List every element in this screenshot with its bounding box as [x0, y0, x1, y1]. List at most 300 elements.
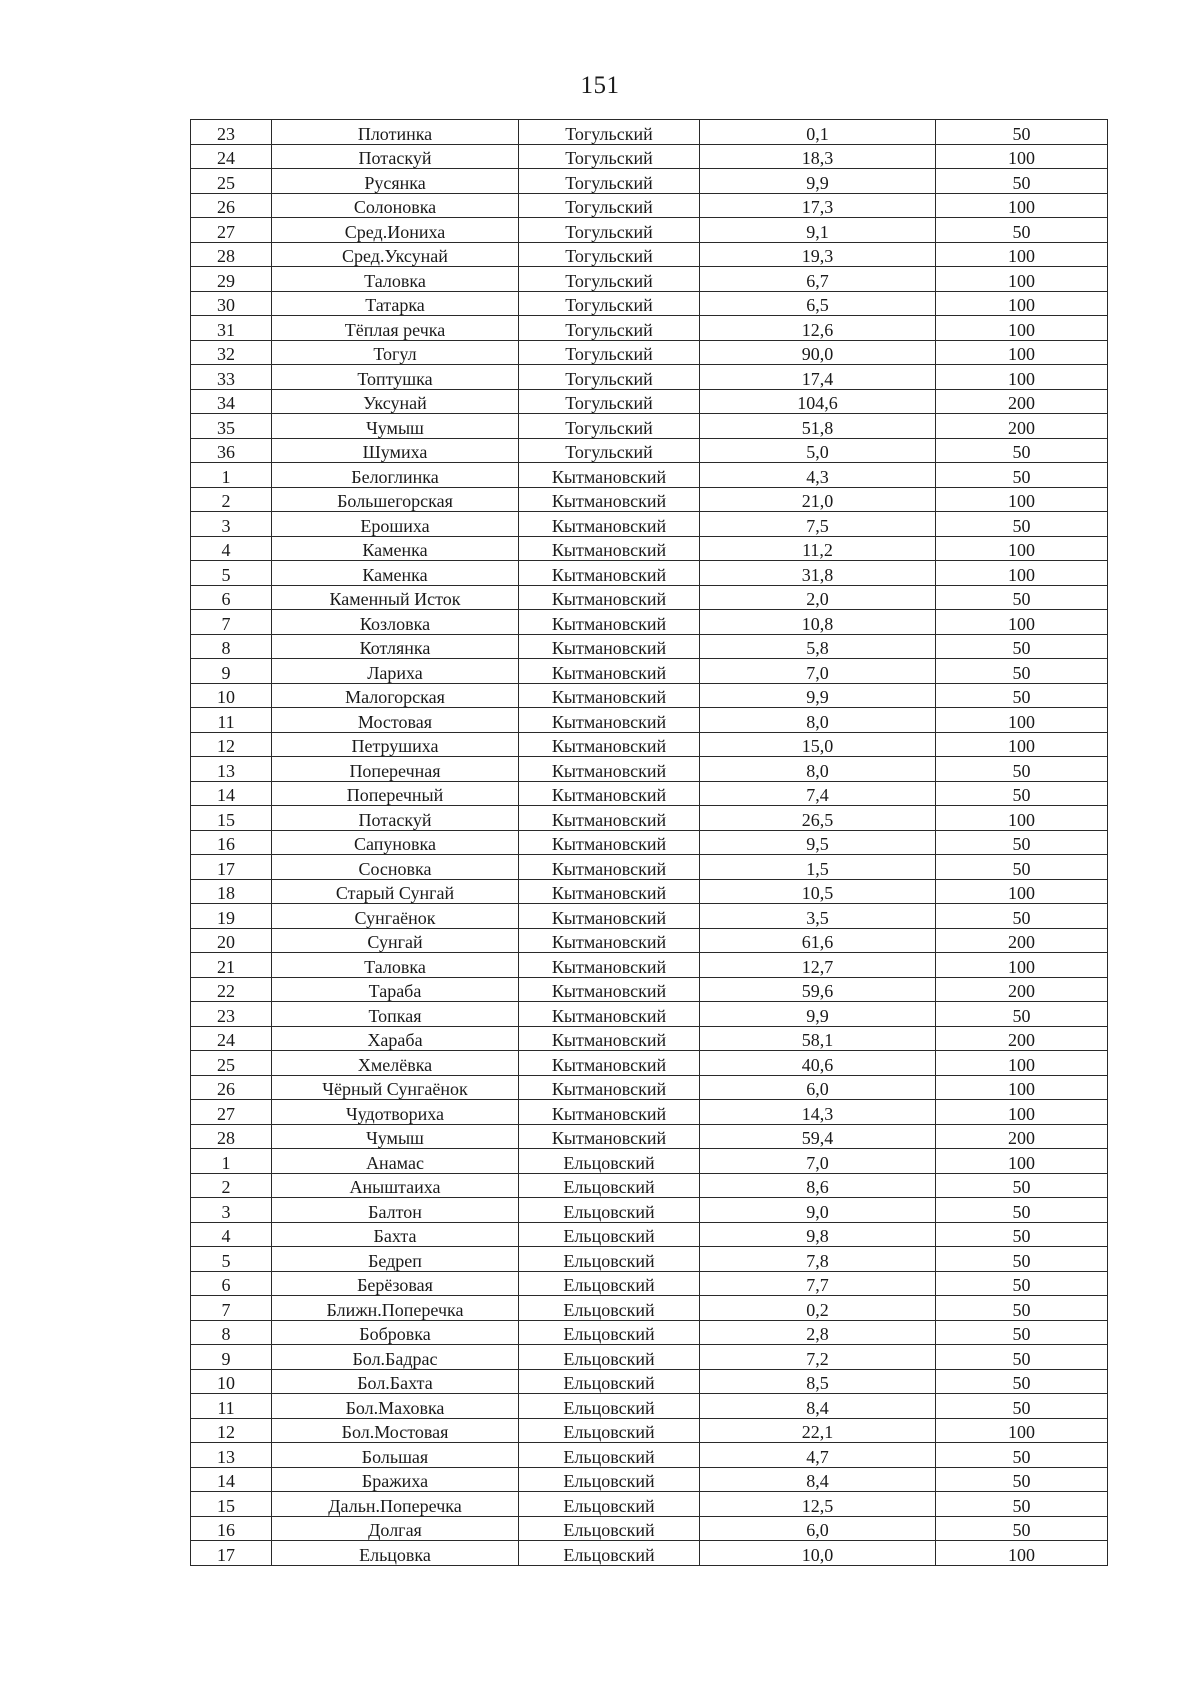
zone-width-cell: 100 — [936, 1418, 1108, 1443]
river-name-cell: Потаскуй — [272, 806, 519, 831]
table-row — [191, 977, 1108, 1002]
river-name-cell: Козловка — [272, 610, 519, 635]
length-cell: 12,6 — [700, 316, 936, 341]
length-cell: 6,0 — [700, 1516, 936, 1541]
row-number-cell: 25 — [191, 169, 272, 194]
river-name-cell: Русянка — [272, 169, 519, 194]
river-name-cell: Шумиха — [272, 438, 519, 463]
district-cell: Ельцовский — [519, 1516, 700, 1541]
row-number-cell: 14 — [191, 781, 272, 806]
river-name-cell: Бобровка — [272, 1320, 519, 1345]
row-number-cell: 15 — [191, 806, 272, 831]
length-cell: 59,6 — [700, 977, 936, 1002]
zone-width-cell: 50 — [936, 218, 1108, 243]
river-name-cell: Сосновка — [272, 855, 519, 880]
row-number-cell: 34 — [191, 389, 272, 414]
length-cell: 7,5 — [700, 512, 936, 537]
length-cell: 2,8 — [700, 1320, 936, 1345]
district-cell: Тогульский — [519, 291, 700, 316]
length-cell: 7,0 — [700, 659, 936, 684]
district-cell: Кытмановский — [519, 561, 700, 586]
row-number-cell: 27 — [191, 1100, 272, 1125]
length-cell: 104,6 — [700, 389, 936, 414]
district-cell: Кытмановский — [519, 977, 700, 1002]
table-row — [191, 340, 1108, 365]
district-cell: Ельцовский — [519, 1271, 700, 1296]
table-row — [191, 561, 1108, 586]
table-row — [191, 414, 1108, 439]
zone-width-cell: 100 — [936, 193, 1108, 218]
table-row — [191, 1443, 1108, 1468]
district-cell: Кытмановский — [519, 1075, 700, 1100]
row-number-cell: 29 — [191, 267, 272, 292]
table-row — [191, 389, 1108, 414]
table-row — [191, 1516, 1108, 1541]
row-number-cell: 5 — [191, 561, 272, 586]
district-cell: Ельцовский — [519, 1296, 700, 1321]
zone-width-cell: 100 — [936, 1100, 1108, 1125]
length-cell: 8,4 — [700, 1394, 936, 1419]
river-name-cell: Сред.Уксунай — [272, 242, 519, 267]
river-name-cell: Потаскуй — [272, 144, 519, 169]
row-number-cell: 5 — [191, 1247, 272, 1272]
row-number-cell: 3 — [191, 1198, 272, 1223]
district-cell: Ельцовский — [519, 1541, 700, 1566]
district-cell: Ельцовский — [519, 1320, 700, 1345]
district-cell: Кытмановский — [519, 634, 700, 659]
district-cell: Кытмановский — [519, 1026, 700, 1051]
zone-width-cell: 100 — [936, 732, 1108, 757]
district-cell: Кытмановский — [519, 683, 700, 708]
row-number-cell: 17 — [191, 1541, 272, 1566]
district-cell: Тогульский — [519, 144, 700, 169]
table-row — [191, 659, 1108, 684]
table-row — [191, 806, 1108, 831]
zone-width-cell: 50 — [936, 1467, 1108, 1492]
river-name-cell: Ближн.Поперечка — [272, 1296, 519, 1321]
river-name-cell: Ельцовка — [272, 1541, 519, 1566]
length-cell: 4,7 — [700, 1443, 936, 1468]
table-row — [191, 193, 1108, 218]
row-number-cell: 16 — [191, 830, 272, 855]
table-row — [191, 291, 1108, 316]
length-cell: 17,4 — [700, 365, 936, 390]
district-cell: Тогульский — [519, 365, 700, 390]
river-name-cell: Котлянка — [272, 634, 519, 659]
table-row — [191, 1467, 1108, 1492]
table-row — [191, 879, 1108, 904]
table-row — [191, 1418, 1108, 1443]
length-cell: 51,8 — [700, 414, 936, 439]
district-cell: Кытмановский — [519, 757, 700, 782]
row-number-cell: 18 — [191, 879, 272, 904]
row-number-cell: 12 — [191, 732, 272, 757]
row-number-cell: 11 — [191, 1394, 272, 1419]
zone-width-cell: 50 — [936, 1247, 1108, 1272]
district-cell: Кытмановский — [519, 781, 700, 806]
length-cell: 6,0 — [700, 1075, 936, 1100]
zone-width-cell: 50 — [936, 1320, 1108, 1345]
zone-width-cell: 100 — [936, 536, 1108, 561]
district-cell: Ельцовский — [519, 1149, 700, 1174]
district-cell: Тогульский — [519, 218, 700, 243]
river-name-cell: Аныштаиха — [272, 1173, 519, 1198]
length-cell: 6,5 — [700, 291, 936, 316]
zone-width-cell: 100 — [936, 1149, 1108, 1174]
length-cell: 10,8 — [700, 610, 936, 635]
zone-width-cell: 50 — [936, 683, 1108, 708]
zone-width-cell: 200 — [936, 977, 1108, 1002]
length-cell: 61,6 — [700, 928, 936, 953]
zone-width-cell: 100 — [936, 610, 1108, 635]
table-row — [191, 781, 1108, 806]
zone-width-cell: 50 — [936, 1271, 1108, 1296]
row-number-cell: 24 — [191, 1026, 272, 1051]
district-cell: Ельцовский — [519, 1443, 700, 1468]
table-row — [191, 536, 1108, 561]
district-cell: Ельцовский — [519, 1173, 700, 1198]
row-number-cell: 36 — [191, 438, 272, 463]
length-cell: 12,5 — [700, 1492, 936, 1517]
river-name-cell: Бахта — [272, 1222, 519, 1247]
length-cell: 59,4 — [700, 1124, 936, 1149]
length-cell: 9,0 — [700, 1198, 936, 1223]
row-number-cell: 25 — [191, 1051, 272, 1076]
river-name-cell: Долгая — [272, 1516, 519, 1541]
zone-width-cell: 100 — [936, 316, 1108, 341]
district-cell: Кытмановский — [519, 1002, 700, 1027]
district-cell: Ельцовский — [519, 1247, 700, 1272]
river-name-cell: Бражиха — [272, 1467, 519, 1492]
zone-width-cell: 100 — [936, 1541, 1108, 1566]
river-name-cell: Топтушка — [272, 365, 519, 390]
district-cell: Тогульский — [519, 316, 700, 341]
table-row — [191, 1051, 1108, 1076]
zone-width-cell: 100 — [936, 953, 1108, 978]
river-name-cell: Татарка — [272, 291, 519, 316]
zone-width-cell: 50 — [936, 1296, 1108, 1321]
table-row — [191, 757, 1108, 782]
district-cell: Кытмановский — [519, 879, 700, 904]
zone-width-cell: 50 — [936, 757, 1108, 782]
row-number-cell: 30 — [191, 291, 272, 316]
length-cell: 7,8 — [700, 1247, 936, 1272]
length-cell: 7,7 — [700, 1271, 936, 1296]
table-row — [191, 242, 1108, 267]
district-cell: Тогульский — [519, 242, 700, 267]
river-name-cell: Бол.Бадрас — [272, 1345, 519, 1370]
length-cell: 8,4 — [700, 1467, 936, 1492]
zone-width-cell: 100 — [936, 708, 1108, 733]
river-name-cell: Тёплая речка — [272, 316, 519, 341]
table-row — [191, 1271, 1108, 1296]
row-number-cell: 13 — [191, 757, 272, 782]
zone-width-cell: 50 — [936, 1492, 1108, 1517]
district-cell: Тогульский — [519, 120, 700, 145]
length-cell: 9,5 — [700, 830, 936, 855]
table-row — [191, 169, 1108, 194]
row-number-cell: 11 — [191, 708, 272, 733]
river-name-cell: Тараба — [272, 977, 519, 1002]
length-cell: 90,0 — [700, 340, 936, 365]
table-row — [191, 855, 1108, 880]
table-row — [191, 1173, 1108, 1198]
river-name-cell: Плотинка — [272, 120, 519, 145]
table-row — [191, 1026, 1108, 1051]
river-name-cell: Каменка — [272, 536, 519, 561]
row-number-cell: 12 — [191, 1418, 272, 1443]
row-number-cell: 4 — [191, 536, 272, 561]
district-cell: Кытмановский — [519, 1124, 700, 1149]
table-row — [191, 1320, 1108, 1345]
length-cell: 18,3 — [700, 144, 936, 169]
zone-width-cell: 50 — [936, 781, 1108, 806]
zone-width-cell: 100 — [936, 879, 1108, 904]
length-cell: 5,0 — [700, 438, 936, 463]
river-name-cell: Большегорская — [272, 487, 519, 512]
district-cell: Тогульский — [519, 169, 700, 194]
district-cell: Кытмановский — [519, 953, 700, 978]
length-cell: 9,8 — [700, 1222, 936, 1247]
zone-width-cell: 200 — [936, 1026, 1108, 1051]
district-cell: Кытмановский — [519, 487, 700, 512]
river-name-cell: Чудотвориха — [272, 1100, 519, 1125]
table-row — [191, 144, 1108, 169]
row-number-cell: 15 — [191, 1492, 272, 1517]
length-cell: 6,7 — [700, 267, 936, 292]
river-name-cell: Каменка — [272, 561, 519, 586]
zone-width-cell: 50 — [936, 512, 1108, 537]
district-cell: Кытмановский — [519, 512, 700, 537]
zone-width-cell: 100 — [936, 291, 1108, 316]
table-row — [191, 463, 1108, 488]
table-row — [191, 1075, 1108, 1100]
zone-width-cell: 200 — [936, 389, 1108, 414]
length-cell: 22,1 — [700, 1418, 936, 1443]
river-name-cell: Анамас — [272, 1149, 519, 1174]
river-name-cell: Чёрный Сунгаёнок — [272, 1075, 519, 1100]
length-cell: 9,9 — [700, 683, 936, 708]
length-cell: 8,0 — [700, 708, 936, 733]
zone-width-cell: 100 — [936, 242, 1108, 267]
length-cell: 11,2 — [700, 536, 936, 561]
length-cell: 9,9 — [700, 1002, 936, 1027]
zone-width-cell: 200 — [936, 414, 1108, 439]
river-name-cell: Ерошиха — [272, 512, 519, 537]
table-row — [191, 1394, 1108, 1419]
table-row — [191, 1247, 1108, 1272]
row-number-cell: 24 — [191, 144, 272, 169]
length-cell: 21,0 — [700, 487, 936, 512]
district-cell: Кытмановский — [519, 610, 700, 635]
table-row — [191, 218, 1108, 243]
river-name-cell: Бол.Маховка — [272, 1394, 519, 1419]
length-cell: 14,3 — [700, 1100, 936, 1125]
table-row — [191, 438, 1108, 463]
zone-width-cell: 100 — [936, 365, 1108, 390]
zone-width-cell: 100 — [936, 806, 1108, 831]
row-number-cell: 9 — [191, 659, 272, 684]
river-name-cell: Сапуновка — [272, 830, 519, 855]
zone-width-cell: 50 — [936, 1516, 1108, 1541]
row-number-cell: 14 — [191, 1467, 272, 1492]
rivers-table — [190, 119, 1108, 1566]
length-cell: 10,0 — [700, 1541, 936, 1566]
length-cell: 8,0 — [700, 757, 936, 782]
river-name-cell: Чумыш — [272, 414, 519, 439]
table-body — [191, 120, 1108, 1566]
table-row — [191, 1345, 1108, 1370]
district-cell: Кытмановский — [519, 585, 700, 610]
table-row — [191, 512, 1108, 537]
district-cell: Ельцовский — [519, 1222, 700, 1247]
row-number-cell: 17 — [191, 855, 272, 880]
district-cell: Тогульский — [519, 438, 700, 463]
zone-width-cell: 100 — [936, 1051, 1108, 1076]
row-number-cell: 8 — [191, 634, 272, 659]
length-cell: 2,0 — [700, 585, 936, 610]
row-number-cell: 31 — [191, 316, 272, 341]
river-name-cell: Чумыш — [272, 1124, 519, 1149]
row-number-cell: 7 — [191, 1296, 272, 1321]
table-row — [191, 1222, 1108, 1247]
river-name-cell: Сунгай — [272, 928, 519, 953]
row-number-cell: 10 — [191, 1369, 272, 1394]
district-cell: Кытмановский — [519, 732, 700, 757]
river-name-cell: Дальн.Поперечка — [272, 1492, 519, 1517]
river-name-cell: Топкая — [272, 1002, 519, 1027]
zone-width-cell: 100 — [936, 267, 1108, 292]
length-cell: 1,5 — [700, 855, 936, 880]
length-cell: 3,5 — [700, 904, 936, 929]
river-name-cell: Таловка — [272, 953, 519, 978]
zone-width-cell: 50 — [936, 659, 1108, 684]
table-row — [191, 953, 1108, 978]
zone-width-cell: 50 — [936, 855, 1108, 880]
length-cell: 7,0 — [700, 1149, 936, 1174]
zone-width-cell: 50 — [936, 463, 1108, 488]
length-cell: 31,8 — [700, 561, 936, 586]
table-row — [191, 683, 1108, 708]
river-name-cell: Белоглинка — [272, 463, 519, 488]
table-row — [191, 365, 1108, 390]
table-row — [191, 634, 1108, 659]
row-number-cell: 28 — [191, 242, 272, 267]
table-row — [191, 708, 1108, 733]
table-row — [191, 732, 1108, 757]
river-name-cell: Сред.Иониха — [272, 218, 519, 243]
district-cell: Кытмановский — [519, 708, 700, 733]
row-number-cell: 19 — [191, 904, 272, 929]
river-name-cell: Большая — [272, 1443, 519, 1468]
row-number-cell: 6 — [191, 1271, 272, 1296]
district-cell: Кытмановский — [519, 463, 700, 488]
district-cell: Ельцовский — [519, 1369, 700, 1394]
table-row — [191, 1002, 1108, 1027]
zone-width-cell: 50 — [936, 1222, 1108, 1247]
zone-width-cell: 50 — [936, 1002, 1108, 1027]
district-cell: Ельцовский — [519, 1418, 700, 1443]
zone-width-cell: 50 — [936, 120, 1108, 145]
river-name-cell: Хмелёвка — [272, 1051, 519, 1076]
river-name-cell: Мостовая — [272, 708, 519, 733]
row-number-cell: 2 — [191, 487, 272, 512]
district-cell: Тогульский — [519, 389, 700, 414]
page-number: 151 — [580, 72, 620, 99]
river-name-cell: Старый Сунгай — [272, 879, 519, 904]
river-name-cell: Уксунай — [272, 389, 519, 414]
district-cell: Кытмановский — [519, 1051, 700, 1076]
row-number-cell: 16 — [191, 1516, 272, 1541]
zone-width-cell: 50 — [936, 1173, 1108, 1198]
table-row — [191, 1100, 1108, 1125]
length-cell: 8,5 — [700, 1369, 936, 1394]
length-cell: 7,2 — [700, 1345, 936, 1370]
zone-width-cell: 50 — [936, 830, 1108, 855]
table-row — [191, 585, 1108, 610]
table-row — [191, 1124, 1108, 1149]
zone-width-cell: 50 — [936, 438, 1108, 463]
row-number-cell: 13 — [191, 1443, 272, 1468]
zone-width-cell: 50 — [936, 169, 1108, 194]
district-cell: Кытмановский — [519, 904, 700, 929]
row-number-cell: 28 — [191, 1124, 272, 1149]
river-name-cell: Петрушиха — [272, 732, 519, 757]
river-name-cell: Поперечная — [272, 757, 519, 782]
table-row — [191, 1198, 1108, 1223]
length-cell: 17,3 — [700, 193, 936, 218]
river-name-cell: Берёзовая — [272, 1271, 519, 1296]
table-row — [191, 904, 1108, 929]
row-number-cell: 20 — [191, 928, 272, 953]
river-name-cell: Балтон — [272, 1198, 519, 1223]
zone-width-cell: 50 — [936, 1198, 1108, 1223]
zone-width-cell: 50 — [936, 1394, 1108, 1419]
length-cell: 40,6 — [700, 1051, 936, 1076]
district-cell: Кытмановский — [519, 806, 700, 831]
river-name-cell: Тогул — [272, 340, 519, 365]
length-cell: 4,3 — [700, 463, 936, 488]
row-number-cell: 27 — [191, 218, 272, 243]
river-name-cell: Поперечный — [272, 781, 519, 806]
row-number-cell: 21 — [191, 953, 272, 978]
length-cell: 19,3 — [700, 242, 936, 267]
length-cell: 0,2 — [700, 1296, 936, 1321]
zone-width-cell: 50 — [936, 634, 1108, 659]
length-cell: 9,9 — [700, 169, 936, 194]
zone-width-cell: 50 — [936, 585, 1108, 610]
district-cell: Кытмановский — [519, 1100, 700, 1125]
river-name-cell: Хараба — [272, 1026, 519, 1051]
row-number-cell: 23 — [191, 1002, 272, 1027]
zone-width-cell: 50 — [936, 1345, 1108, 1370]
table-row — [191, 120, 1108, 145]
row-number-cell: 8 — [191, 1320, 272, 1345]
zone-width-cell: 50 — [936, 1443, 1108, 1468]
table-row — [191, 1149, 1108, 1174]
district-cell: Кытмановский — [519, 830, 700, 855]
row-number-cell: 2 — [191, 1173, 272, 1198]
zone-width-cell: 100 — [936, 1075, 1108, 1100]
table-row — [191, 1296, 1108, 1321]
row-number-cell: 6 — [191, 585, 272, 610]
district-cell: Тогульский — [519, 193, 700, 218]
row-number-cell: 1 — [191, 463, 272, 488]
river-name-cell: Каменный Исток — [272, 585, 519, 610]
district-cell: Кытмановский — [519, 536, 700, 561]
district-cell: Кытмановский — [519, 659, 700, 684]
table-row — [191, 267, 1108, 292]
